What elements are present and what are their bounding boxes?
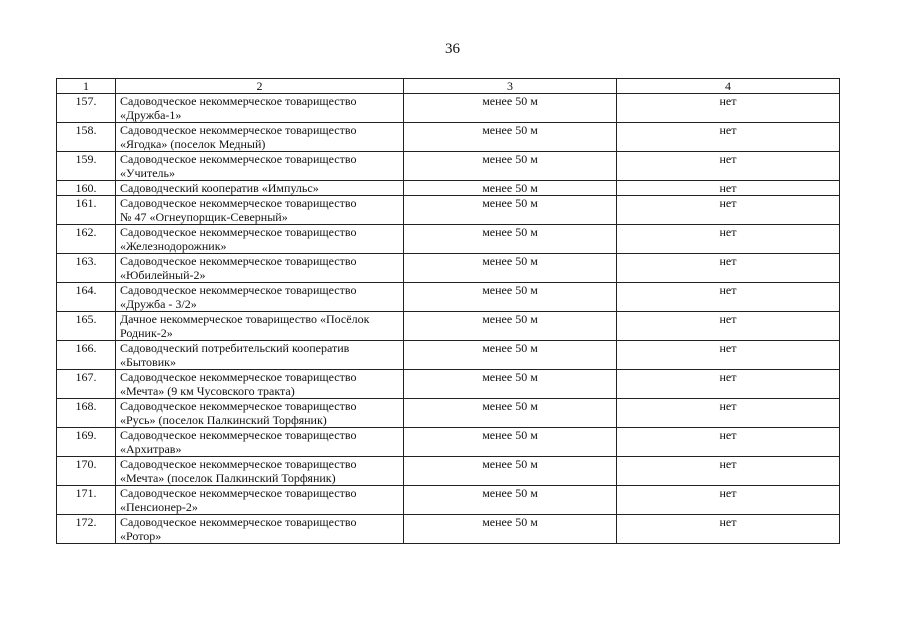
- distance-value: менее 50 м: [404, 486, 617, 515]
- organization-name-line: Садоводческое некоммерческое товарищество: [120, 370, 357, 384]
- row-number: 169.: [57, 428, 116, 457]
- row-number: 162.: [57, 225, 116, 254]
- distance-value: менее 50 м: [404, 428, 617, 457]
- document-table: [56, 78, 840, 544]
- organization-name-line: Садоводческое некоммерческое товарищество: [120, 152, 357, 166]
- organization-name: [116, 196, 404, 225]
- organization-name: [116, 370, 404, 399]
- column-header-4: 4: [617, 79, 840, 94]
- organization-name-line: Родник-2»: [120, 326, 173, 340]
- flag-value: нет: [617, 341, 840, 370]
- organization-name: [116, 283, 404, 312]
- organization-name-line: Дачное некоммерческое товарищество «Посёлок: [120, 312, 370, 326]
- organization-name-line: Садоводческое некоммерческое товарищество: [120, 515, 357, 529]
- organization-name: [116, 94, 404, 123]
- organization-name: [116, 152, 404, 181]
- row-number: 157.: [57, 94, 116, 123]
- table-row: [57, 341, 840, 370]
- table-row: [57, 312, 840, 341]
- organization-name-line: Садоводческое некоммерческое товарищество: [120, 94, 357, 108]
- distance-value: менее 50 м: [404, 341, 617, 370]
- organization-name-line: № 47 «Огнеупорщик-Северный»: [120, 210, 288, 224]
- organization-name-line: «Мечта» (поселок Палкинский Торфяник): [120, 471, 336, 485]
- organization-name-line: Садоводческое некоммерческое товарищество: [120, 123, 357, 137]
- organization-name-line: «Ягодка» (поселок Медный): [120, 137, 266, 151]
- flag-value: нет: [617, 486, 840, 515]
- table-row: [57, 515, 840, 544]
- organization-name-line: «Русь» (поселок Палкинский Торфяник): [120, 413, 327, 427]
- row-number: 158.: [57, 123, 116, 152]
- organization-name-line: «Дружба-1»: [120, 108, 182, 122]
- row-number: 172.: [57, 515, 116, 544]
- row-number: 167.: [57, 370, 116, 399]
- row-number: 168.: [57, 399, 116, 428]
- flag-value: нет: [617, 515, 840, 544]
- row-number: 163.: [57, 254, 116, 283]
- organization-name-line: Садоводческое некоммерческое товарищество: [120, 254, 357, 268]
- organization-name: [116, 181, 404, 196]
- organization-name: [116, 225, 404, 254]
- table-row: [57, 428, 840, 457]
- organization-name-line: Садоводческое некоммерческое товарищество: [120, 486, 357, 500]
- flag-value: нет: [617, 94, 840, 123]
- organization-name: [116, 399, 404, 428]
- organization-name-line: Садоводческое некоммерческое товарищество: [120, 399, 357, 413]
- distance-value: менее 50 м: [404, 254, 617, 283]
- page-number: 36: [445, 41, 460, 57]
- distance-value: менее 50 м: [404, 515, 617, 544]
- organization-name: [116, 341, 404, 370]
- row-number: 166.: [57, 341, 116, 370]
- row-number: 160.: [57, 181, 116, 196]
- row-number: 170.: [57, 457, 116, 486]
- flag-value: нет: [617, 370, 840, 399]
- distance-value: менее 50 м: [404, 196, 617, 225]
- table-row: [57, 370, 840, 399]
- row-number: 159.: [57, 152, 116, 181]
- flag-value: нет: [617, 196, 840, 225]
- distance-value: менее 50 м: [404, 457, 617, 486]
- organization-name-line: Садоводческий кооператив «Импульс»: [120, 181, 319, 195]
- organization-name-line: «Мечта» (9 км Чусовского тракта): [120, 384, 295, 398]
- organization-name: [116, 312, 404, 341]
- distance-value: менее 50 м: [404, 94, 617, 123]
- organization-name: [116, 457, 404, 486]
- distance-value: менее 50 м: [404, 152, 617, 181]
- table-row: [57, 94, 840, 123]
- distance-value: менее 50 м: [404, 123, 617, 152]
- organization-name: [116, 428, 404, 457]
- table-header-row: [57, 79, 840, 94]
- organization-name-line: «Пенсионер-2»: [120, 500, 198, 514]
- table-row: [57, 399, 840, 428]
- organization-name-line: «Бытовик»: [120, 355, 176, 369]
- organization-name-line: «Учитель»: [120, 166, 175, 180]
- table-body: [57, 94, 840, 544]
- organization-name-line: «Ротор»: [120, 529, 162, 543]
- column-header-2: 2: [116, 79, 404, 94]
- distance-value: менее 50 м: [404, 399, 617, 428]
- table-row: [57, 225, 840, 254]
- organization-name-line: Садоводческое некоммерческое товарищество: [120, 225, 357, 239]
- column-header-1: 1: [57, 79, 116, 94]
- organization-name-line: «Архитрав»: [120, 442, 182, 456]
- flag-value: нет: [617, 428, 840, 457]
- flag-value: нет: [617, 399, 840, 428]
- table-row: [57, 196, 840, 225]
- distance-value: менее 50 м: [404, 283, 617, 312]
- organization-name: [116, 254, 404, 283]
- table-row: [57, 283, 840, 312]
- organization-name-line: «Юбилейный-2»: [120, 268, 206, 282]
- organization-name: [116, 515, 404, 544]
- table-row: [57, 457, 840, 486]
- row-number: 171.: [57, 486, 116, 515]
- flag-value: нет: [617, 457, 840, 486]
- organization-name: [116, 123, 404, 152]
- row-number: 161.: [57, 196, 116, 225]
- row-number: 164.: [57, 283, 116, 312]
- organization-name-line: Садоводческое некоммерческое товарищество: [120, 457, 357, 471]
- distance-value: менее 50 м: [404, 312, 617, 341]
- flag-value: нет: [617, 123, 840, 152]
- table-row: [57, 181, 840, 196]
- row-number: 165.: [57, 312, 116, 341]
- table-row: [57, 486, 840, 515]
- organization-name-line: «Железнодорожник»: [120, 239, 227, 253]
- distance-value: менее 50 м: [404, 225, 617, 254]
- organization-name-line: «Дружба - 3/2»: [120, 297, 197, 311]
- distance-value: менее 50 м: [404, 370, 617, 399]
- flag-value: нет: [617, 152, 840, 181]
- flag-value: нет: [617, 181, 840, 196]
- flag-value: нет: [617, 254, 840, 283]
- organization-name: [116, 486, 404, 515]
- organization-name-line: Садоводческое некоммерческое товарищество: [120, 196, 357, 210]
- flag-value: нет: [617, 283, 840, 312]
- organization-name-line: Садоводческое некоммерческое товарищество: [120, 428, 357, 442]
- organization-name-line: Садоводческий потребительский кооператив: [120, 341, 350, 355]
- table-row: [57, 152, 840, 181]
- organization-name-line: Садоводческое некоммерческое товарищество: [120, 283, 357, 297]
- table-row: [57, 254, 840, 283]
- distance-value: менее 50 м: [404, 181, 617, 196]
- flag-value: нет: [617, 312, 840, 341]
- column-header-3: 3: [404, 79, 617, 94]
- flag-value: нет: [617, 225, 840, 254]
- table-row: [57, 123, 840, 152]
